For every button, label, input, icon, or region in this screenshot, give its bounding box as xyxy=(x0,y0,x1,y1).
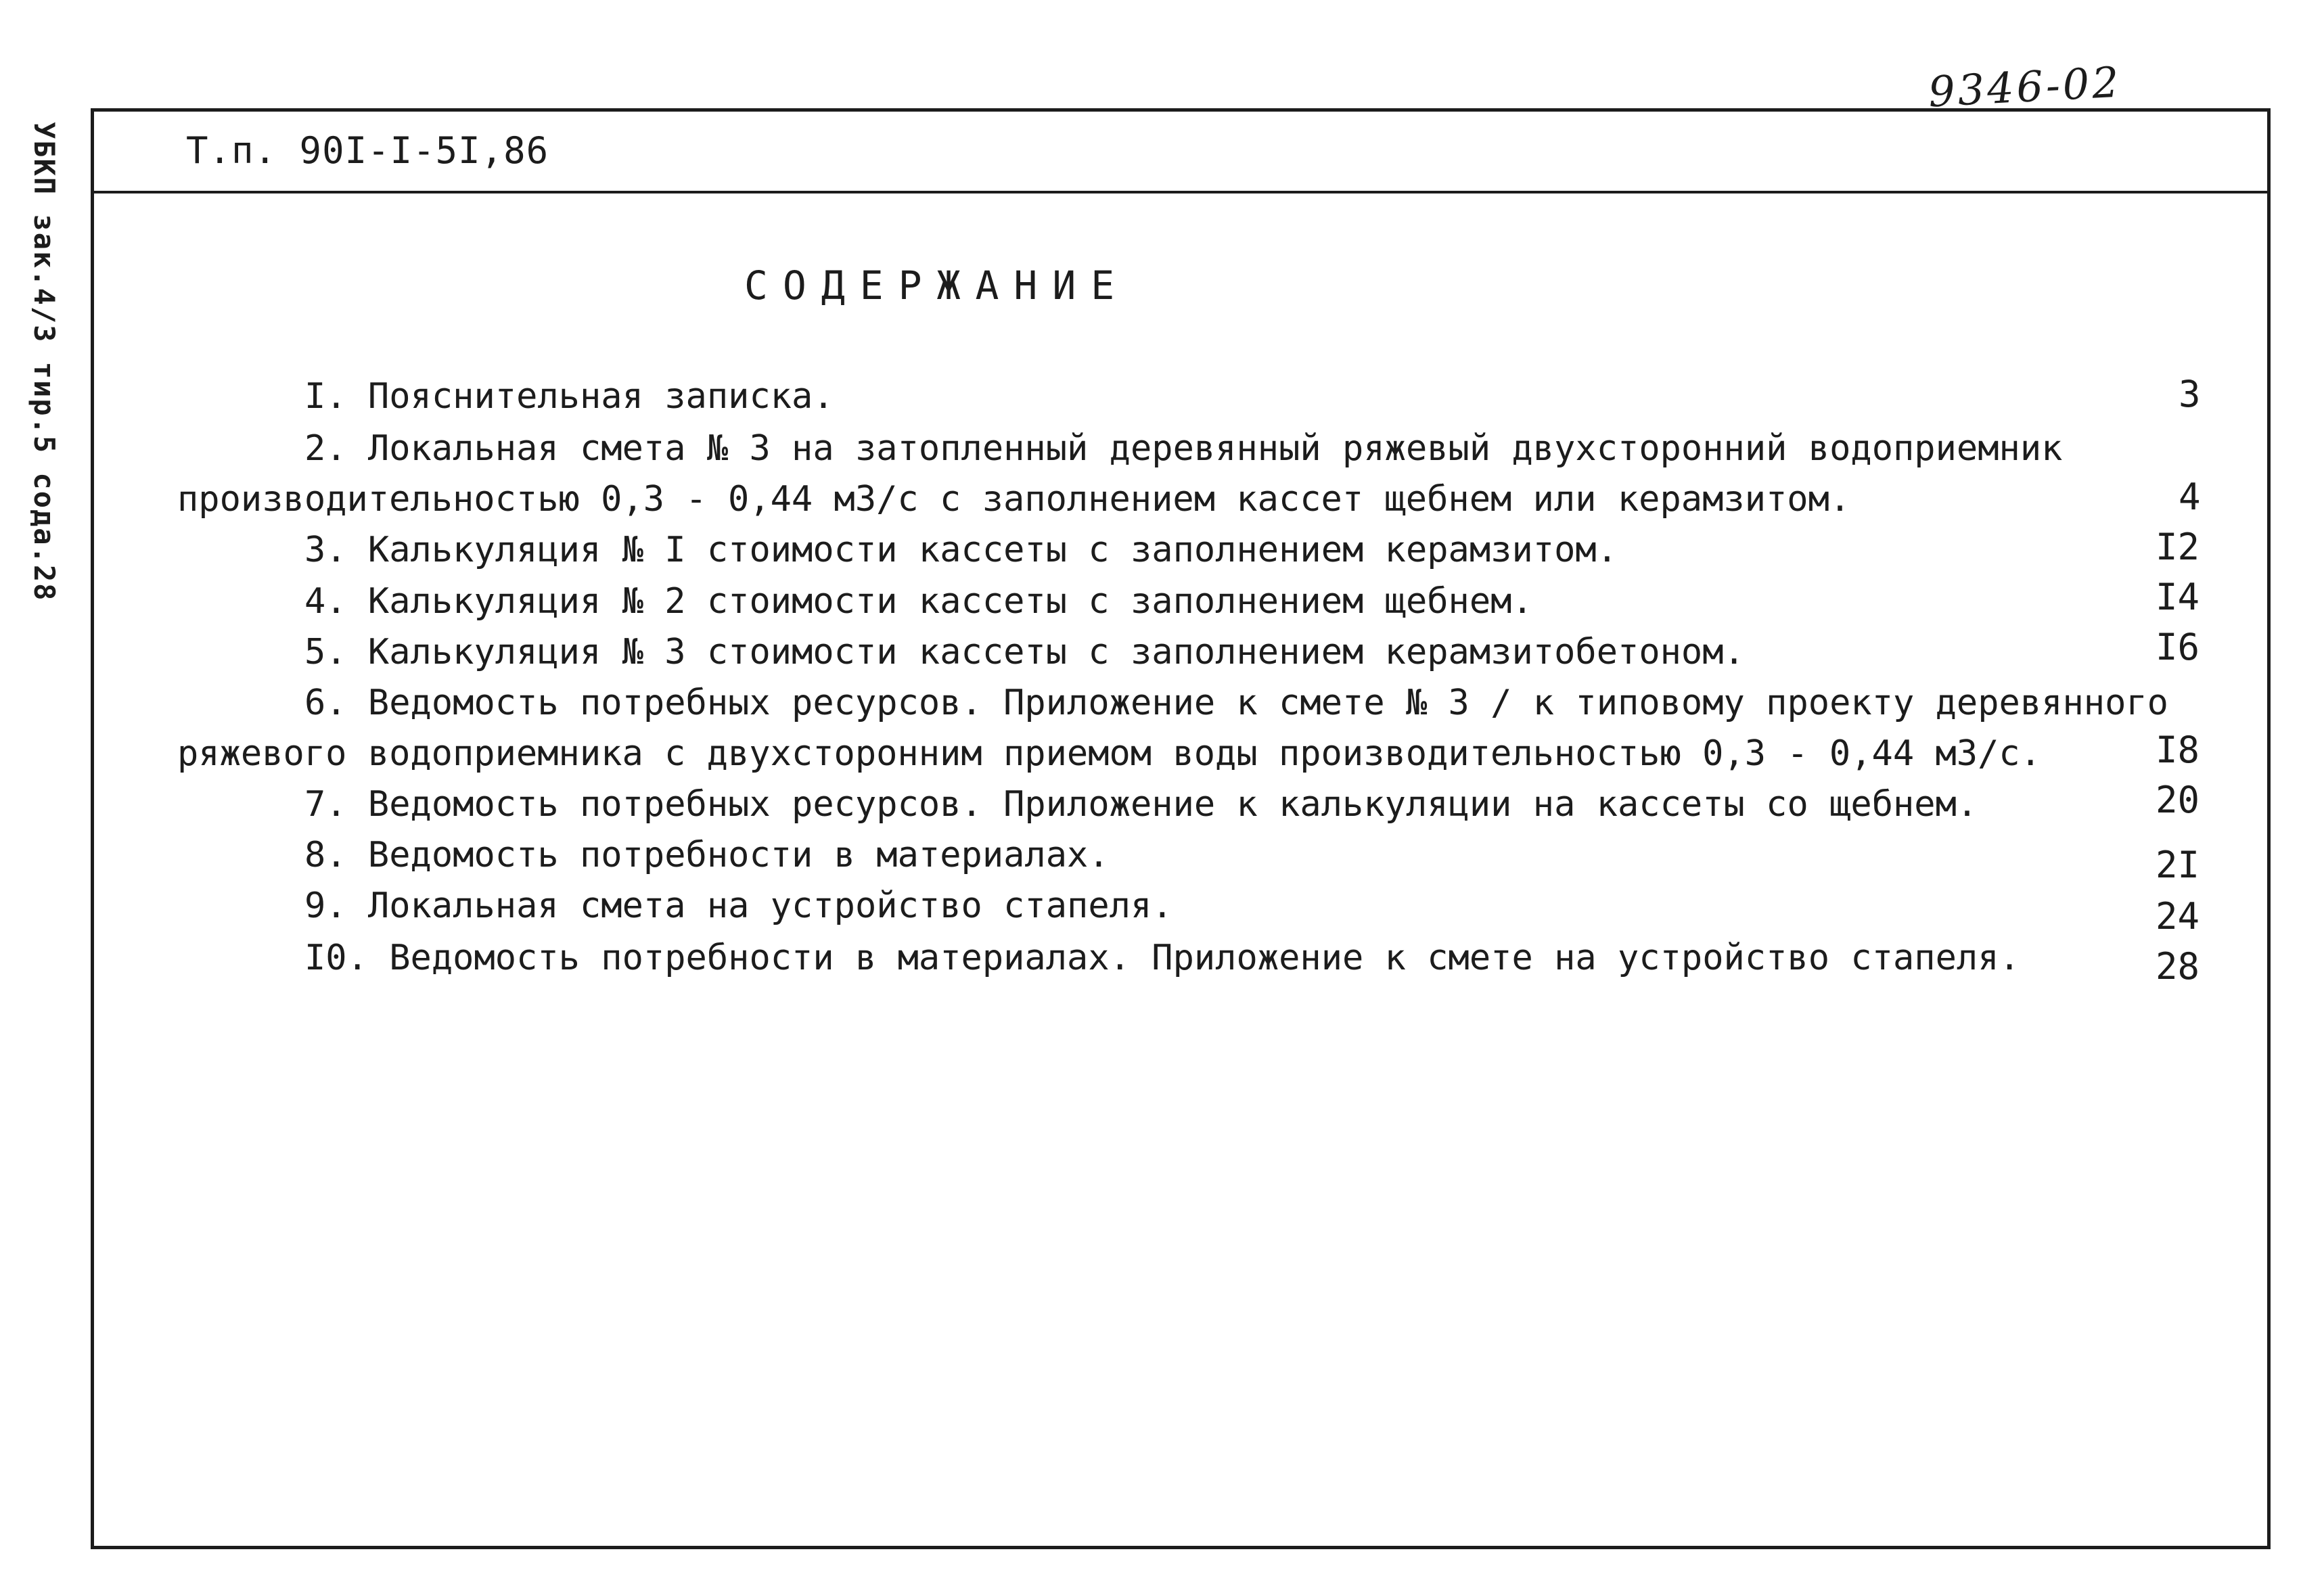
toc-entry-7-page: 20 xyxy=(2156,779,2200,821)
toc-entry-2-line-2: производительностью 0,3 - 0,44 м3/с с заполнением кассет щебнем или керамзитом. xyxy=(177,479,1851,520)
toc-entry-6-line-1: 6. Ведомость потребных ресурсов. Приложение к смете № 3 / к типовому проекту деревянного xyxy=(304,683,2168,723)
toc-entry-9-page: 24 xyxy=(2156,895,2200,938)
toc-entry-4-page: I4 xyxy=(2156,576,2200,618)
side-stamp: УБКП зак.4/3 тир.5 сода.28 xyxy=(28,122,61,602)
toc-entry-4-line-1: 4. Калькуляция № 2 стоимости кассеты с заполнением щебнем. xyxy=(304,581,1533,622)
archive-number: 9346-02 xyxy=(1927,57,2123,117)
toc-entry-1-line-1: I. Пояснительная записка. xyxy=(304,376,834,417)
toc-entry-1-page: 3 xyxy=(2179,373,2201,415)
document-code: Т.п. 90I-I-5I,86 xyxy=(186,129,549,172)
toc-entry-3-page: I2 xyxy=(2156,526,2200,568)
toc-entry-8-page: 2I xyxy=(2156,844,2200,886)
toc-entry-8-line-1: 8. Ведомость потребности в материалах. xyxy=(304,835,1110,875)
toc-entry-2-line-1: 2. Локальная смета № 3 на затопленный деревянный ряжевый двухсторонний водоприемник xyxy=(304,428,2063,469)
toc-entry-10-page: 28 xyxy=(2156,945,2200,988)
toc-entry-6-line-2: ряжевого водоприемника с двухсторонним приемом воды производительностью 0,3 - 0,44 м3/с. xyxy=(177,733,2041,774)
header-divider xyxy=(94,191,2267,193)
toc-title: СОДЕРЖАНИЕ xyxy=(744,262,1130,308)
toc-entry-2-page: 4 xyxy=(2179,476,2201,518)
toc-entry-10-line-1: I0. Ведомость потребности в материалах. Приложение к смете на устройство стапеля. xyxy=(304,938,2020,978)
toc-entry-3-line-1: 3. Калькуляция № I стоимости кассеты с заполнением керамзитом. xyxy=(304,530,1618,570)
toc-entry-5-page: I6 xyxy=(2156,626,2200,668)
toc-entry-6-page: I8 xyxy=(2156,729,2200,771)
toc-entry-9-line-1: 9. Локальная смета на устройство стапеля. xyxy=(304,886,1173,926)
document-frame xyxy=(91,108,2271,1549)
toc-entry-7-line-1: 7. Ведомость потребных ресурсов. Приложение к калькуляции на кассеты со щебнем. xyxy=(304,784,1978,825)
toc-entry-5-line-1: 5. Калькуляция № 3 стоимости кассеты с заполнением керамзитобетоном. xyxy=(304,632,1745,672)
